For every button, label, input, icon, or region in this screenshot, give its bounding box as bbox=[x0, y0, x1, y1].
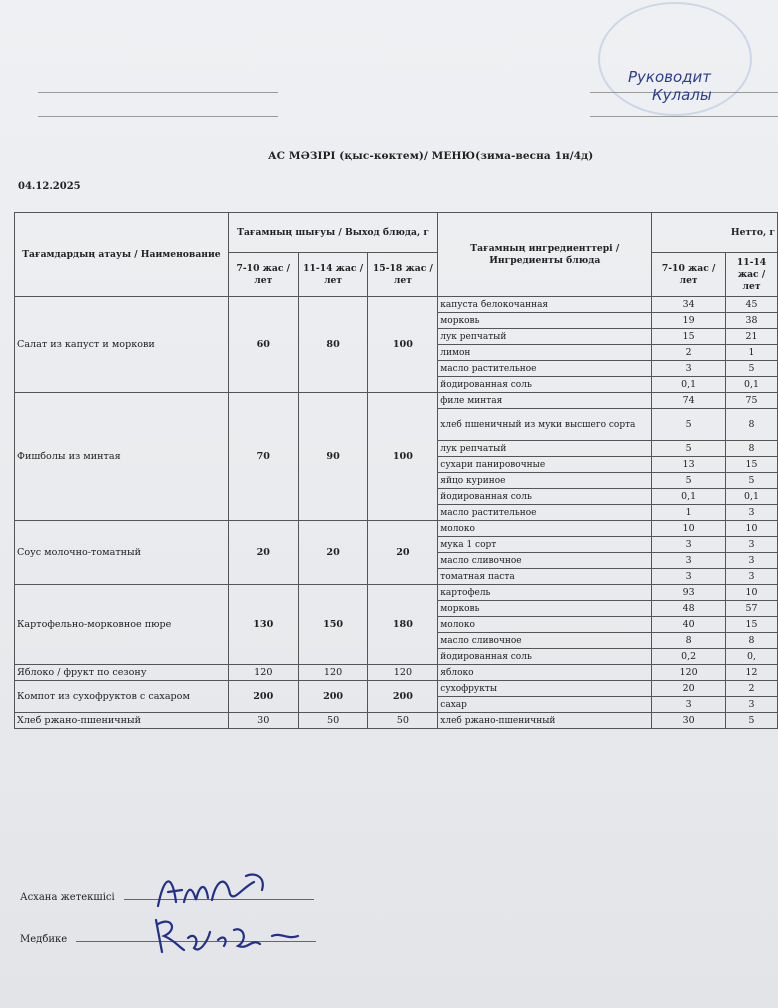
dish-yield: 200 bbox=[228, 681, 298, 713]
dish-yield: 20 bbox=[228, 521, 298, 585]
ingredient-net: 75 bbox=[726, 393, 778, 409]
ingredient-name: масло сливочное bbox=[438, 553, 652, 569]
ingredient-net: 57 bbox=[726, 601, 778, 617]
approval-line-2: Кулалы bbox=[652, 86, 712, 104]
ingredient-net: 34 bbox=[652, 297, 726, 313]
ingredient-name: йодированная соль bbox=[438, 377, 652, 393]
ingredient-net: 15 bbox=[652, 329, 726, 345]
ingredient-name: сухари панировочные bbox=[438, 457, 652, 473]
header-net: Нетто, г bbox=[652, 213, 778, 253]
ingredient-net: 2 bbox=[652, 345, 726, 361]
ingredient-name: хлеб пшеничный из муки высшего сорта bbox=[438, 409, 652, 441]
dish-yield: 180 bbox=[368, 585, 438, 665]
nurse-label: Медбике bbox=[20, 934, 68, 945]
ingredient-net: 1 bbox=[726, 345, 778, 361]
table-row bbox=[15, 393, 778, 409]
dish-yield: 200 bbox=[368, 681, 438, 713]
dish-name: Компот из сухофруктов с сахаром bbox=[15, 681, 229, 713]
dish-yield: 150 bbox=[298, 585, 368, 665]
dish-name: Салат из капуст и моркови bbox=[15, 297, 229, 393]
ingredient-net: 20 bbox=[652, 681, 726, 697]
header-age-15-18: 15-18 жас / лет bbox=[368, 253, 438, 297]
ingredient-net: 93 bbox=[652, 585, 726, 601]
ingredient-name: хлеб ржано-пшеничный bbox=[438, 713, 652, 729]
table-row bbox=[15, 297, 778, 313]
signature-line-left-2 bbox=[38, 116, 278, 117]
header-name: Тағамдардың атауы / Наименование bbox=[15, 213, 229, 297]
header-ingredients: Тағамның ингредиенттері / Ингредиенты блюда bbox=[438, 213, 652, 297]
ingredient-name: яблоко bbox=[438, 665, 652, 681]
ingredient-net: 0,1 bbox=[726, 489, 778, 505]
ingredient-name: молоко bbox=[438, 521, 652, 537]
ingredient-net: 45 bbox=[726, 297, 778, 313]
ingredient-name: яйцо куриное bbox=[438, 473, 652, 489]
ingredient-name: лук репчатый bbox=[438, 441, 652, 457]
nurse-signature-scribble bbox=[148, 910, 308, 960]
menu-body bbox=[15, 297, 778, 729]
ingredient-net: 8 bbox=[726, 633, 778, 649]
ingredient-net: 120 bbox=[652, 665, 726, 681]
dish-name: Хлеб ржано-пшеничный bbox=[15, 713, 229, 729]
dish-yield: 100 bbox=[368, 297, 438, 393]
dish-yield: 60 bbox=[228, 297, 298, 393]
ingredient-net: 8 bbox=[726, 441, 778, 457]
ingredient-net: 3 bbox=[726, 553, 778, 569]
ingredient-name: морковь bbox=[438, 313, 652, 329]
ingredient-net: 5 bbox=[726, 473, 778, 489]
dish-name: Яблоко / фрукт по сезону bbox=[15, 665, 229, 681]
ingredient-net: 15 bbox=[726, 617, 778, 633]
ingredient-net: 12 bbox=[726, 665, 778, 681]
ingredient-net: 8 bbox=[652, 633, 726, 649]
ingredient-name: масло растительное bbox=[438, 361, 652, 377]
ingredient-net: 3 bbox=[652, 537, 726, 553]
ingredient-net: 3 bbox=[726, 505, 778, 521]
table-row bbox=[15, 585, 778, 601]
ingredient-name: йодированная соль bbox=[438, 489, 652, 505]
ingredient-name: лук репчатый bbox=[438, 329, 652, 345]
header-age-11-14: 11-14 жас / лет bbox=[298, 253, 368, 297]
dish-yield: 50 bbox=[298, 713, 368, 729]
header-net-7-10: 7-10 жас / лет bbox=[652, 253, 726, 297]
ingredient-net: 40 bbox=[652, 617, 726, 633]
ingredient-net: 3 bbox=[726, 537, 778, 553]
ingredient-net: 3 bbox=[652, 697, 726, 713]
dish-yield: 20 bbox=[298, 521, 368, 585]
ingredient-net: 3 bbox=[652, 361, 726, 377]
ingredient-net: 10 bbox=[726, 521, 778, 537]
ingredient-name: лимон bbox=[438, 345, 652, 361]
approval-handwriting bbox=[628, 68, 778, 118]
table-row bbox=[15, 681, 778, 697]
table-row bbox=[15, 713, 778, 729]
ingredient-net: 13 bbox=[652, 457, 726, 473]
table-row bbox=[15, 521, 778, 537]
ingredient-net: 2 bbox=[726, 681, 778, 697]
ingredient-name: сухофрукты bbox=[438, 681, 652, 697]
dish-yield: 120 bbox=[298, 665, 368, 681]
ingredient-net: 3 bbox=[652, 553, 726, 569]
dish-yield: 100 bbox=[368, 393, 438, 521]
ingredient-net: 1 bbox=[652, 505, 726, 521]
ingredient-net: 5 bbox=[726, 361, 778, 377]
page-title: АС МӘЗІРІ (қыс-көктем)/ МЕНЮ(зима-весна 1н/4д) bbox=[268, 150, 594, 162]
dish-yield: 90 bbox=[298, 393, 368, 521]
ingredient-net: 30 bbox=[652, 713, 726, 729]
dish-yield: 80 bbox=[298, 297, 368, 393]
ingredient-net: 0,2 bbox=[652, 649, 726, 665]
header-yield: Тағамның шығуы / Выход блюда, г bbox=[228, 213, 437, 253]
ingredient-name: капуста белокочанная bbox=[438, 297, 652, 313]
ingredient-name: масло сливочное bbox=[438, 633, 652, 649]
ingredient-name: мука 1 сорт bbox=[438, 537, 652, 553]
menu-date: 04.12.2025 bbox=[18, 181, 81, 192]
chef-label: Асхана жетекшісі bbox=[20, 892, 115, 903]
ingredient-net: 0,1 bbox=[726, 377, 778, 393]
dish-yield: 70 bbox=[228, 393, 298, 521]
chef-signature-scribble bbox=[150, 868, 280, 913]
ingredient-net: 5 bbox=[652, 473, 726, 489]
ingredient-net: 3 bbox=[652, 569, 726, 585]
dish-yield: 120 bbox=[368, 665, 438, 681]
ingredient-name: филе минтая bbox=[438, 393, 652, 409]
ingredient-net: 0,1 bbox=[652, 377, 726, 393]
dish-name: Фишболы из минтая bbox=[15, 393, 229, 521]
ingredient-net: 74 bbox=[652, 393, 726, 409]
dish-yield: 200 bbox=[298, 681, 368, 713]
dish-yield: 130 bbox=[228, 585, 298, 665]
ingredient-net: 3 bbox=[726, 697, 778, 713]
approval-line-1: Руководит bbox=[628, 68, 712, 86]
ingredient-name: масло растительное bbox=[438, 505, 652, 521]
ingredient-net: 3 bbox=[726, 569, 778, 585]
dish-yield: 20 bbox=[368, 521, 438, 585]
ingredient-net: 5 bbox=[652, 409, 726, 441]
ingredient-name: сахар bbox=[438, 697, 652, 713]
header-age-7-10: 7-10 жас / лет bbox=[228, 253, 298, 297]
ingredient-net: 19 bbox=[652, 313, 726, 329]
signature-line-left-1 bbox=[38, 92, 278, 93]
ingredient-net: 0, bbox=[726, 649, 778, 665]
ingredient-net: 38 bbox=[726, 313, 778, 329]
ingredient-net: 21 bbox=[726, 329, 778, 345]
table-row bbox=[15, 665, 778, 681]
ingredient-net: 48 bbox=[652, 601, 726, 617]
ingredient-net: 5 bbox=[652, 441, 726, 457]
dish-yield: 50 bbox=[368, 713, 438, 729]
ingredient-name: морковь bbox=[438, 601, 652, 617]
dish-yield: 30 bbox=[228, 713, 298, 729]
ingredient-name: томатная паста bbox=[438, 569, 652, 585]
ingredient-net: 8 bbox=[726, 409, 778, 441]
ingredient-name: молоко bbox=[438, 617, 652, 633]
menu-table bbox=[14, 212, 778, 729]
ingredient-name: йодированная соль bbox=[438, 649, 652, 665]
dish-name: Картофельно-морковное пюре bbox=[15, 585, 229, 665]
ingredient-net: 10 bbox=[726, 585, 778, 601]
ingredient-net: 0,1 bbox=[652, 489, 726, 505]
ingredient-net: 5 bbox=[726, 713, 778, 729]
ingredient-net: 15 bbox=[726, 457, 778, 473]
ingredient-net: 10 bbox=[652, 521, 726, 537]
dish-yield: 120 bbox=[228, 665, 298, 681]
ingredient-name: картофель bbox=[438, 585, 652, 601]
header-net-11-14: 11-14 жас / лет bbox=[726, 253, 778, 297]
dish-name: Соус молочно-томатный bbox=[15, 521, 229, 585]
